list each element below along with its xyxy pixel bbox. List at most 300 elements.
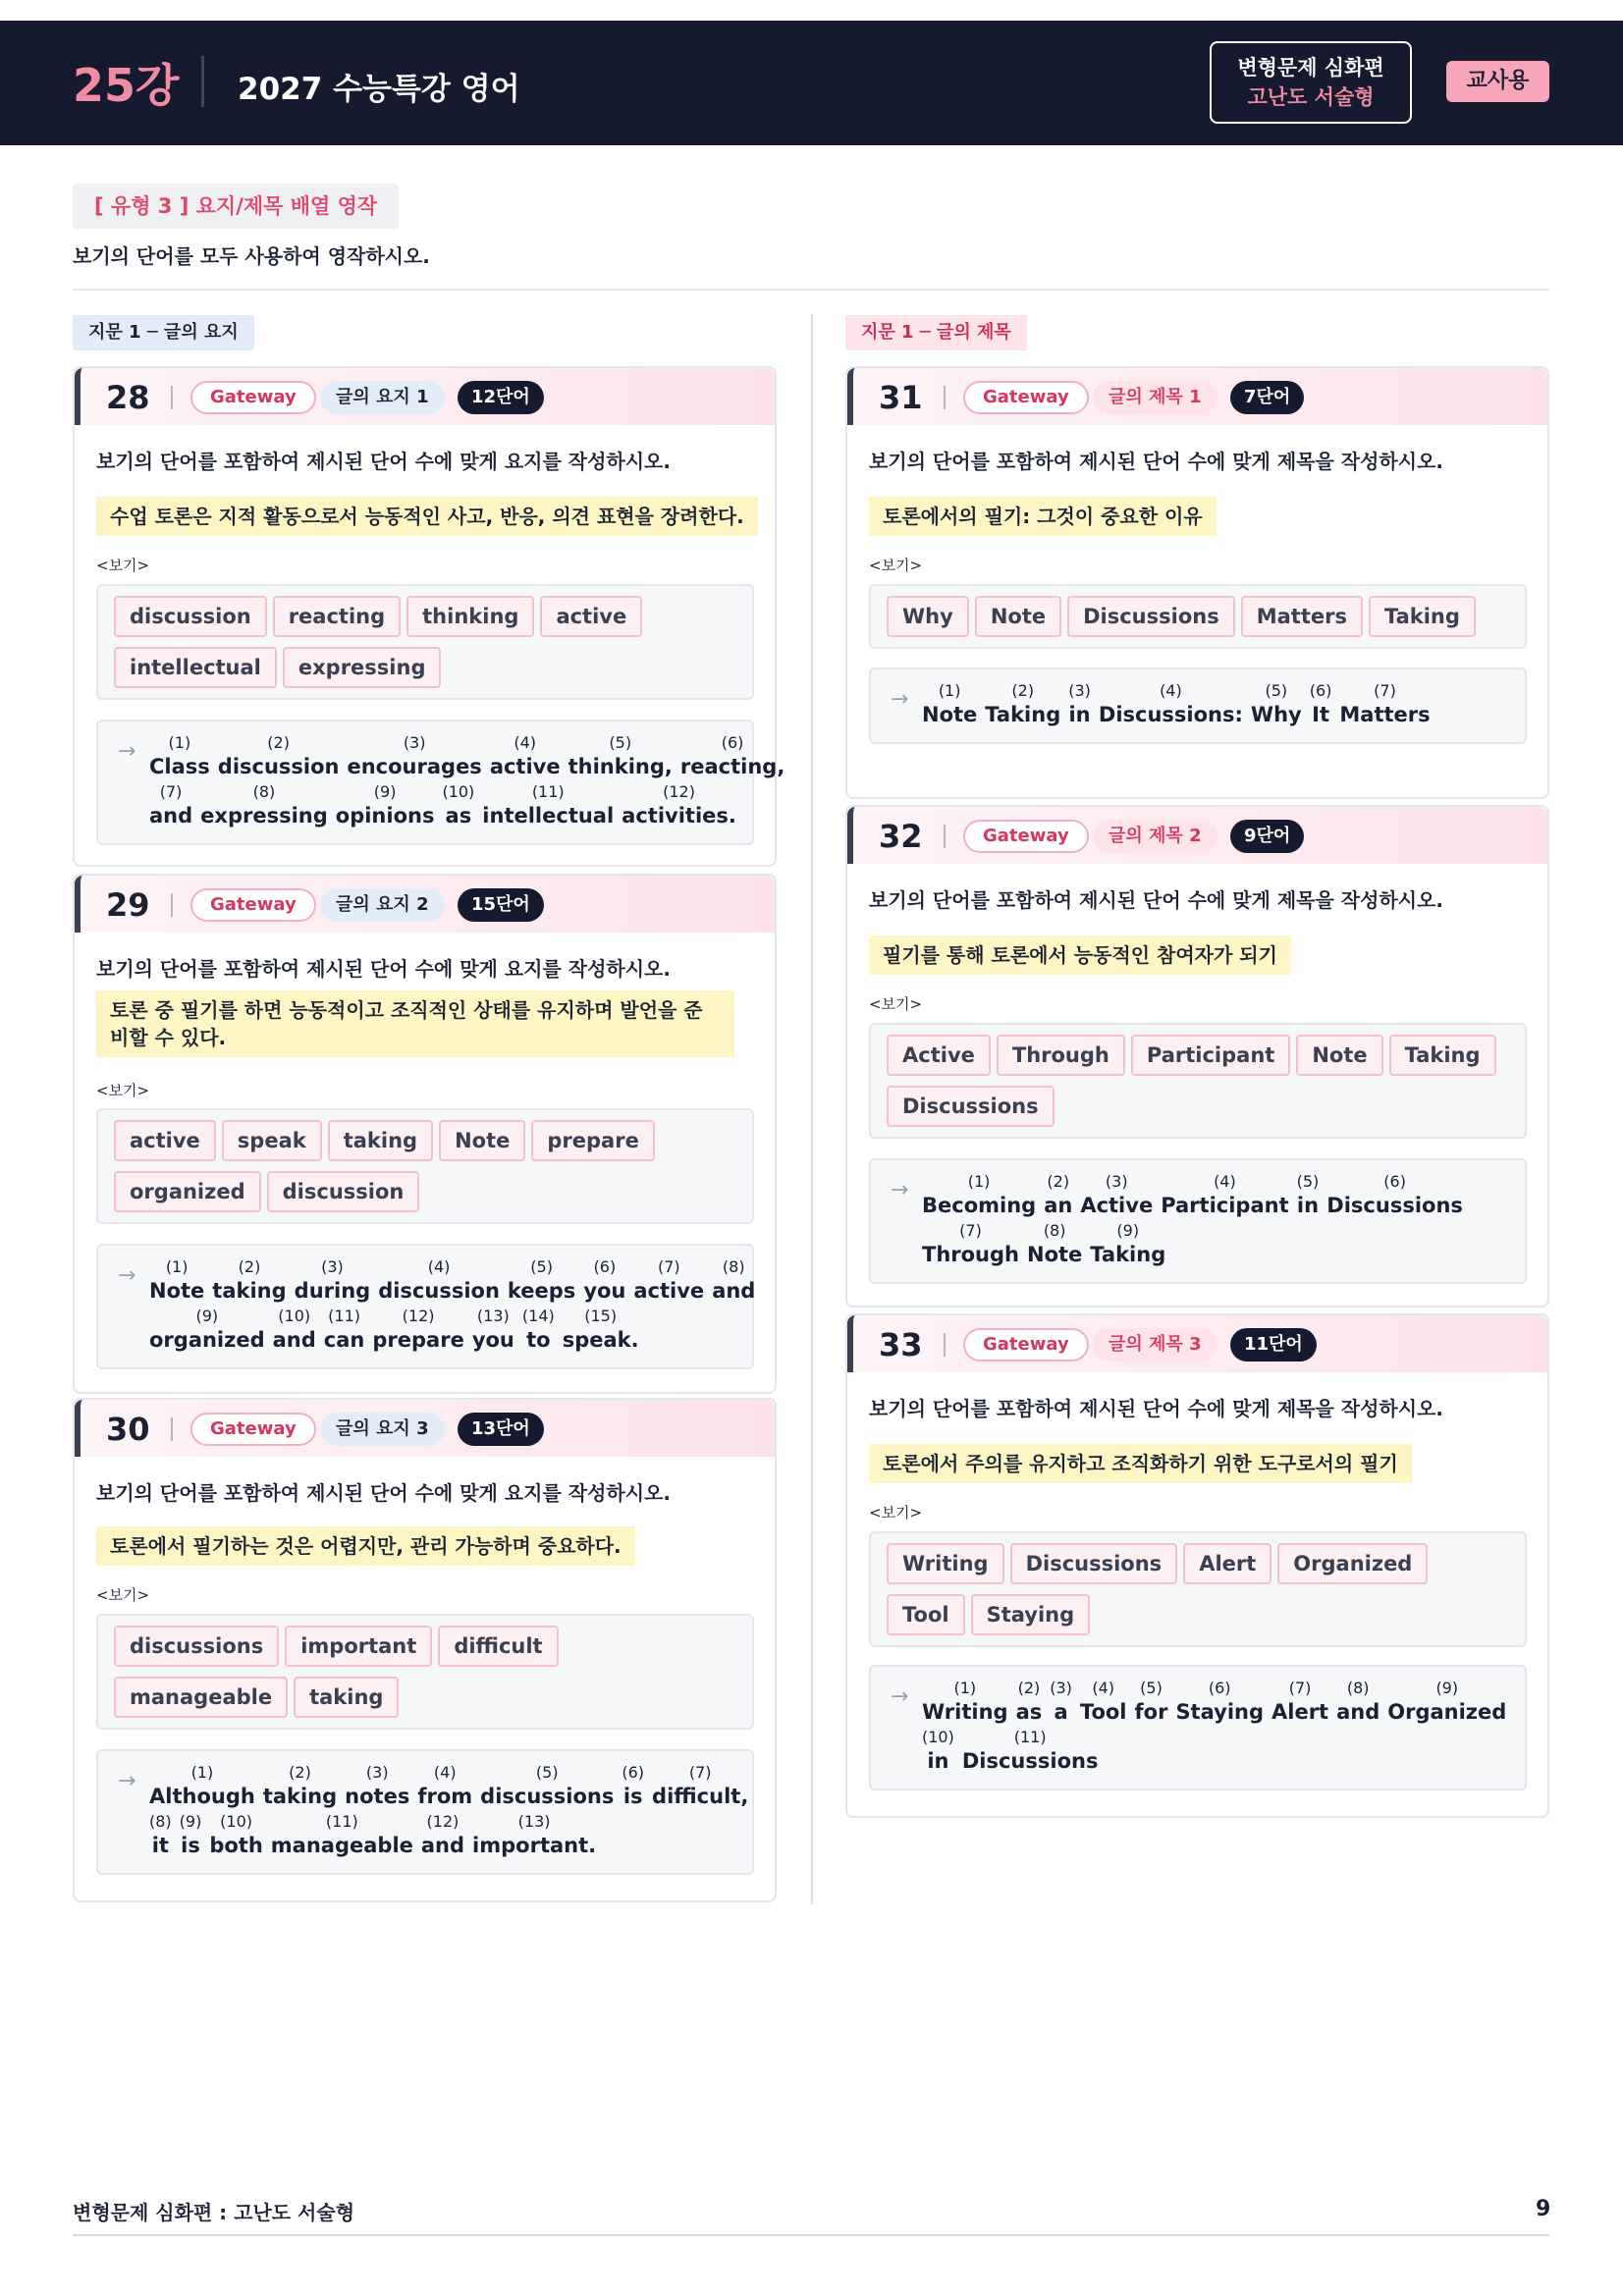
card-header xyxy=(847,368,1547,425)
arrow-icon: → xyxy=(891,687,909,712)
problem-number: 31 xyxy=(879,379,923,416)
header-separator xyxy=(171,386,173,409)
word-chip: Matters xyxy=(1241,596,1363,637)
word-chip: Discussions xyxy=(887,1086,1055,1127)
korean-hint: 토론에서 필기하는 것은 어렵지만, 관리 가능하며 중요하다. xyxy=(96,1526,635,1566)
word-index: (3) xyxy=(321,1257,344,1276)
bogi-label: <보기> xyxy=(96,1082,150,1099)
gateway-badge: Gateway xyxy=(963,820,1089,853)
question-text: 보기의 단어를 포함하여 제시된 단어 수에 맞게 요지를 작성하시오. xyxy=(96,1481,671,1505)
word-chip: taking xyxy=(294,1677,399,1718)
word-text: Although xyxy=(149,1785,255,1808)
word-text: you xyxy=(583,1279,626,1303)
answer-line xyxy=(922,1221,1511,1268)
korean-hint: 토론 중 필기를 하면 능동적이고 조직적인 상태를 유지하며 발언을 준비할 수 있다. xyxy=(96,990,734,1057)
answer-box xyxy=(869,1665,1527,1790)
answer-word xyxy=(522,1307,555,1354)
word-index: (11) xyxy=(328,1307,360,1325)
answer-word xyxy=(1297,1172,1320,1219)
korean-hint: 토론에서의 필기: 그것이 중요한 이유 xyxy=(869,497,1217,536)
word-text: It xyxy=(1312,703,1329,726)
answer-word xyxy=(1090,1221,1165,1268)
word-count-badge: 11단어 xyxy=(1230,1328,1317,1362)
word-text: important. xyxy=(472,1834,597,1857)
answer-line xyxy=(922,1679,1511,1726)
answer-word xyxy=(347,733,481,780)
bogi-label: <보기> xyxy=(869,557,923,574)
word-text: expressing xyxy=(200,804,328,828)
word-chip: reacting xyxy=(273,596,401,637)
left-column-label: 지문 1 ─ 글의 요지 xyxy=(73,315,254,350)
word-chip: Tool xyxy=(887,1594,965,1635)
word-index: (6) xyxy=(622,1763,645,1782)
bogi-label: <보기> xyxy=(96,1586,150,1604)
word-index: (4) xyxy=(433,1763,457,1782)
edition-title: 변형문제 심화편 xyxy=(1237,56,1384,80)
word-text: reacting, xyxy=(679,755,785,778)
word-index: (3) xyxy=(1068,681,1091,700)
word-index: (8) xyxy=(149,1812,172,1831)
gateway-badge: Gateway xyxy=(190,888,316,922)
word-index: (6) xyxy=(1309,681,1332,700)
problem-card xyxy=(845,1313,1549,1818)
word-index: (15) xyxy=(584,1307,618,1325)
word-index: (11) xyxy=(1013,1728,1047,1746)
answer-word xyxy=(1044,1172,1072,1219)
answer-word xyxy=(149,782,192,829)
word-text: discussions xyxy=(480,1785,615,1808)
word-chip: thinking xyxy=(406,596,534,637)
word-chip: speak xyxy=(222,1120,322,1161)
word-text: both xyxy=(209,1834,263,1857)
word-text: Participant xyxy=(1161,1194,1289,1217)
word-bank xyxy=(869,584,1527,649)
answer-word xyxy=(1310,681,1332,728)
page-header xyxy=(0,21,1623,145)
word-text: a xyxy=(1054,1700,1068,1724)
answer-word xyxy=(218,733,340,780)
word-index: (1) xyxy=(168,733,191,752)
answer-word xyxy=(1251,681,1302,728)
problem-card xyxy=(73,874,777,1394)
column-divider xyxy=(811,314,813,1904)
word-text: and xyxy=(712,1279,756,1303)
word-index: (2) xyxy=(1047,1172,1070,1191)
word-text: manageable xyxy=(270,1834,413,1857)
word-index: (14) xyxy=(521,1307,555,1325)
word-index: (5) xyxy=(1265,681,1288,700)
card-header xyxy=(75,876,775,933)
answer-word xyxy=(212,1257,286,1305)
answer-line xyxy=(922,681,1511,728)
answer-word xyxy=(985,681,1060,728)
word-index: (3) xyxy=(1050,1679,1072,1697)
word-index: (13) xyxy=(517,1812,551,1831)
arrow-icon: → xyxy=(118,739,136,764)
answer-word xyxy=(1135,1679,1168,1726)
word-index: (4) xyxy=(1160,681,1182,700)
word-text: taking xyxy=(262,1785,338,1808)
word-chip: Taking xyxy=(1389,1035,1496,1076)
word-text: to xyxy=(526,1328,551,1352)
teacher-badge: 교사용 xyxy=(1446,61,1549,102)
answer-word xyxy=(472,1812,596,1859)
edition-subtitle: 고난도 서술형 xyxy=(1247,85,1375,109)
header-separator xyxy=(944,825,946,848)
answer-word xyxy=(1271,1679,1328,1726)
footer-rule xyxy=(73,2234,1549,2236)
word-chip: Why xyxy=(887,596,969,637)
word-chip: discussion xyxy=(114,596,267,637)
answer-word xyxy=(271,1812,413,1859)
word-text: Becoming xyxy=(922,1194,1037,1217)
word-index: (11) xyxy=(531,782,565,801)
word-count-badge: 15단어 xyxy=(458,888,544,922)
word-text: Class xyxy=(149,755,210,778)
card-header xyxy=(847,1315,1547,1372)
word-index: (10) xyxy=(278,1307,311,1325)
word-text: and xyxy=(1336,1700,1380,1724)
word-text: active xyxy=(633,1279,705,1303)
problem-number: 30 xyxy=(106,1411,150,1448)
course-title: 2027 수능특강 영어 xyxy=(238,72,520,107)
gateway-badge: Gateway xyxy=(963,381,1089,414)
problem-kind-badge: 글의 제목 1 xyxy=(1093,381,1217,414)
gateway-badge: Gateway xyxy=(190,1413,316,1446)
answer-word xyxy=(1080,1679,1127,1726)
problem-kind-badge: 글의 요지 1 xyxy=(320,381,445,414)
word-index: (3) xyxy=(1105,1172,1128,1191)
question-text: 보기의 단어를 포함하여 제시된 단어 수에 맞게 요지를 작성하시오. xyxy=(96,957,671,981)
word-text: Staying xyxy=(1175,1700,1264,1724)
word-index: (9) xyxy=(1435,1679,1459,1697)
word-index: (9) xyxy=(373,782,397,801)
problem-kind-badge: 글의 요지 2 xyxy=(320,888,445,922)
answer-word xyxy=(295,1257,371,1305)
word-index: (2) xyxy=(238,1257,261,1276)
word-text: Taking xyxy=(1090,1243,1166,1266)
word-text: Note xyxy=(922,703,978,726)
word-index: (6) xyxy=(721,733,744,752)
word-chip: important xyxy=(285,1626,432,1667)
word-index: (5) xyxy=(535,1763,559,1782)
word-index: (2) xyxy=(1011,681,1035,700)
word-index: (12) xyxy=(663,782,695,801)
word-text: Note xyxy=(1027,1243,1083,1266)
answer-word xyxy=(922,1728,954,1775)
word-index: (5) xyxy=(609,733,632,752)
answer-box xyxy=(869,667,1527,744)
word-count-badge: 7단어 xyxy=(1230,381,1304,414)
answer-word xyxy=(962,1728,1099,1775)
arrow-icon: → xyxy=(891,1684,909,1709)
problem-kind-badge: 글의 제목 3 xyxy=(1093,1328,1217,1362)
answer-word xyxy=(263,1763,337,1810)
answer-word xyxy=(480,1763,614,1810)
footer-title: 변형문제 심화편 : 고난도 서술형 xyxy=(73,2201,355,2224)
word-index: (2) xyxy=(267,733,290,752)
word-text: Discussions xyxy=(961,1749,1099,1773)
word-index: (4) xyxy=(514,733,537,752)
word-text: thinking, xyxy=(568,755,673,778)
word-index: (10) xyxy=(922,1728,954,1746)
page-number: 9 xyxy=(1536,2197,1551,2221)
answer-word xyxy=(1080,1172,1153,1219)
word-text: and xyxy=(272,1328,316,1352)
word-index: (7) xyxy=(688,1763,712,1782)
answer-word xyxy=(472,1307,514,1354)
answer-box xyxy=(96,1749,754,1875)
word-index: (7) xyxy=(657,1257,680,1276)
problem-card xyxy=(845,366,1549,799)
answer-word xyxy=(922,1221,1019,1268)
word-index: (10) xyxy=(220,1812,252,1831)
word-chip: Organized xyxy=(1277,1543,1428,1584)
answer-word xyxy=(712,1257,755,1305)
word-text: keeps xyxy=(507,1279,576,1303)
answer-word xyxy=(209,1812,262,1859)
word-bank xyxy=(96,584,754,700)
answer-word xyxy=(652,1763,748,1810)
word-index: (9) xyxy=(1116,1221,1140,1240)
answer-word xyxy=(1175,1679,1264,1726)
word-chip: taking xyxy=(328,1120,433,1161)
word-text: Discussions: xyxy=(1098,703,1243,726)
right-column-label: 지문 1 ─ 글의 제목 xyxy=(845,315,1027,350)
word-chip: Alert xyxy=(1183,1543,1271,1584)
problem-number: 33 xyxy=(879,1326,923,1363)
word-index: (4) xyxy=(427,1257,451,1276)
answer-word xyxy=(1050,1679,1072,1726)
word-index: (1) xyxy=(165,1257,189,1276)
answer-word xyxy=(1068,681,1091,728)
word-chip: Active xyxy=(887,1035,991,1076)
word-text: speak. xyxy=(562,1328,639,1352)
word-index: (8) xyxy=(252,782,276,801)
answer-box xyxy=(96,720,785,845)
answer-word xyxy=(180,1812,202,1859)
answer-word xyxy=(372,1307,463,1354)
word-text: Tool xyxy=(1079,1700,1127,1724)
header-separator xyxy=(171,1417,173,1441)
word-count-badge: 12단어 xyxy=(458,381,544,414)
answer-word xyxy=(922,681,977,728)
word-text: can xyxy=(323,1328,365,1352)
word-text: is xyxy=(622,1785,643,1808)
word-text: you xyxy=(471,1328,514,1352)
answer-word xyxy=(508,1257,575,1305)
word-chip: Through xyxy=(997,1035,1125,1076)
answer-word xyxy=(1099,681,1243,728)
word-text: as xyxy=(1015,1700,1043,1724)
word-chip: difficult xyxy=(438,1626,558,1667)
word-index: (9) xyxy=(179,1812,202,1831)
word-count-badge: 13단어 xyxy=(458,1413,544,1446)
word-index: (8) xyxy=(1043,1221,1066,1240)
word-chip: Discussions xyxy=(1067,596,1235,637)
word-index: (7) xyxy=(959,1221,982,1240)
answer-word xyxy=(417,1763,472,1810)
word-index: (5) xyxy=(1140,1679,1163,1697)
word-index: (6) xyxy=(593,1257,617,1276)
answer-line xyxy=(149,1763,749,1810)
word-chip: active xyxy=(114,1120,216,1161)
header-divider xyxy=(201,56,204,107)
word-bank xyxy=(96,1614,754,1730)
word-index: (2) xyxy=(1017,1679,1041,1697)
word-index: (7) xyxy=(1288,1679,1312,1697)
word-chip: discussions xyxy=(114,1626,279,1667)
problem-kind-badge: 글의 요지 3 xyxy=(320,1413,445,1446)
word-text: Taking xyxy=(985,703,1061,726)
word-chip: Participant xyxy=(1131,1035,1290,1076)
answer-word xyxy=(336,782,435,829)
problem-card xyxy=(73,1398,777,1902)
answer-word xyxy=(1161,1172,1288,1219)
card-header xyxy=(75,1400,775,1457)
word-index: (12) xyxy=(402,1307,435,1325)
word-text: is xyxy=(181,1834,200,1857)
problem-card xyxy=(845,805,1549,1308)
answer-word xyxy=(149,1763,255,1810)
word-text: encourages xyxy=(347,755,482,778)
problem-number: 28 xyxy=(106,379,150,416)
word-text: Discussions xyxy=(1326,1194,1463,1217)
arrow-icon: → xyxy=(118,1263,136,1288)
word-text: organized xyxy=(149,1328,265,1352)
word-text: Through xyxy=(922,1243,1019,1266)
question-text: 보기의 단어를 포함하여 제시된 단어 수에 맞게 제목을 작성하시오. xyxy=(869,1397,1443,1420)
answer-line xyxy=(922,1728,1511,1775)
word-text: active xyxy=(489,755,561,778)
section-instruction: 보기의 단어를 모두 사용하여 영작하시오. xyxy=(73,244,430,268)
word-chip: Note xyxy=(1296,1035,1382,1076)
edition-box xyxy=(1210,41,1412,124)
answer-word xyxy=(633,1257,704,1305)
word-index: (1) xyxy=(967,1172,991,1191)
word-text: notes xyxy=(345,1785,410,1808)
word-index: (13) xyxy=(476,1307,510,1325)
word-text: during xyxy=(294,1279,371,1303)
word-chip: manageable xyxy=(114,1677,288,1718)
header-separator xyxy=(944,1333,946,1357)
answer-word xyxy=(622,782,736,829)
word-index: (1) xyxy=(190,1763,214,1782)
answer-word xyxy=(1326,1172,1463,1219)
bogi-label: <보기> xyxy=(869,1504,923,1522)
answer-word xyxy=(200,782,328,829)
problem-type-tag: [ 유형 3 ] 요지/제목 배열 영작 xyxy=(73,184,399,229)
korean-hint: 수업 토론은 지적 활동으로서 능동적인 사고, 반응, 의견 표현을 장려한다. xyxy=(96,497,758,536)
answer-word xyxy=(1387,1679,1506,1726)
word-index: (6) xyxy=(1383,1172,1406,1191)
word-index: (3) xyxy=(403,733,426,752)
answer-box xyxy=(869,1158,1527,1284)
word-index: (1) xyxy=(938,681,961,700)
arrow-icon: → xyxy=(891,1178,909,1202)
word-text: intellectual xyxy=(482,804,615,828)
word-text: opinions xyxy=(335,804,435,828)
answer-line xyxy=(149,1812,738,1859)
word-index: (8) xyxy=(722,1257,745,1276)
answer-word xyxy=(149,733,210,780)
answer-word xyxy=(563,1307,639,1354)
problem-kind-badge: 글의 제목 2 xyxy=(1093,820,1217,853)
answer-word xyxy=(273,1307,316,1354)
word-index: (10) xyxy=(442,782,475,801)
answer-word xyxy=(490,733,561,780)
word-index: (2) xyxy=(289,1763,311,1782)
section-rule xyxy=(73,289,1549,291)
word-text: and xyxy=(149,804,193,828)
word-bank xyxy=(96,1108,754,1224)
word-index: (6) xyxy=(1208,1679,1231,1697)
word-text: discussion xyxy=(378,1279,500,1303)
word-text: as xyxy=(445,804,472,828)
answer-word xyxy=(622,1763,644,1810)
word-chip: expressing xyxy=(283,647,442,688)
answer-word xyxy=(149,1812,172,1859)
answer-word xyxy=(1016,1679,1043,1726)
korean-hint: 필기를 통해 토론에서 능동적인 참여자가 되기 xyxy=(869,935,1291,975)
word-chip: Taking xyxy=(1369,596,1476,637)
answer-line xyxy=(149,733,785,780)
answer-line xyxy=(922,1172,1511,1219)
word-text: in xyxy=(927,1749,949,1773)
question-text: 보기의 단어를 포함하여 제시된 단어 수에 맞게 제목을 작성하시오. xyxy=(869,450,1443,473)
lesson-number: 25강 xyxy=(73,59,180,112)
word-chip: Writing xyxy=(887,1543,1004,1584)
answer-box xyxy=(96,1244,754,1369)
word-bank xyxy=(869,1531,1527,1647)
problem-number: 29 xyxy=(106,886,150,924)
answer-word xyxy=(583,1257,625,1305)
word-text: discussion xyxy=(217,755,340,778)
word-chip: discussion xyxy=(267,1171,420,1212)
answer-word xyxy=(1339,681,1430,728)
bogi-label: <보기> xyxy=(869,995,923,1013)
word-text: from xyxy=(417,1785,473,1808)
problem-number: 32 xyxy=(879,818,923,855)
word-text: Alert xyxy=(1271,1700,1329,1724)
word-text: Organized xyxy=(1387,1700,1507,1724)
bogi-label: <보기> xyxy=(96,557,150,574)
arrow-icon: → xyxy=(118,1769,136,1793)
answer-word xyxy=(922,1172,1036,1219)
answer-line xyxy=(149,1307,738,1354)
word-bank xyxy=(869,1023,1527,1139)
word-text: Note xyxy=(149,1279,205,1303)
word-index: (11) xyxy=(325,1812,358,1831)
word-chip: Staying xyxy=(971,1594,1091,1635)
word-chip: Note xyxy=(439,1120,525,1161)
word-index: (7) xyxy=(159,782,183,801)
word-text: Why xyxy=(1250,703,1302,726)
word-index: (4) xyxy=(1092,1679,1115,1697)
gateway-badge: Gateway xyxy=(963,1328,1089,1362)
answer-word xyxy=(149,1257,204,1305)
word-text: in xyxy=(1068,703,1091,726)
word-text: it xyxy=(151,1834,169,1857)
word-index: (8) xyxy=(1346,1679,1370,1697)
word-index: (12) xyxy=(426,1812,460,1831)
answer-word xyxy=(149,1307,265,1354)
answer-word xyxy=(680,733,784,780)
problem-card xyxy=(73,366,785,867)
answer-word xyxy=(345,1763,409,1810)
word-index: (5) xyxy=(530,1257,553,1276)
answer-word xyxy=(482,782,614,829)
